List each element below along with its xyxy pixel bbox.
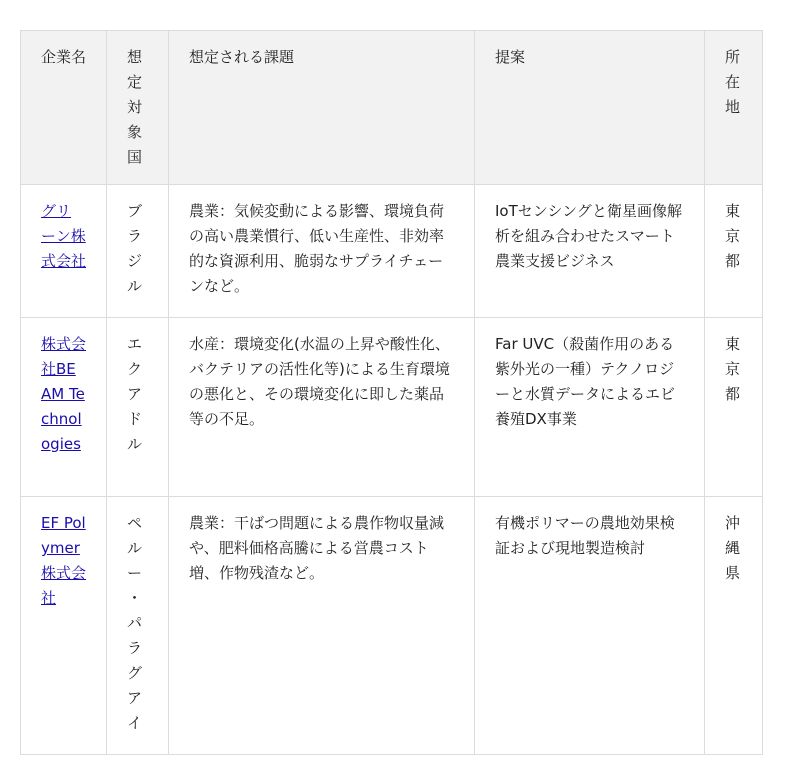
location-cell: 東京都 [705, 318, 763, 497]
table-row [21, 185, 763, 318]
issue-cell: 農業：干ばつ問題による農作物収量減や、肥料価格高騰による営農コスト増、作物残渣など。 [169, 497, 475, 755]
table-row [21, 497, 763, 755]
proposal-cell: IoTセンシングと衛星画像解析を組み合わせたスマート農業支援ビジネス [475, 185, 705, 318]
location-cell: 沖縄県 [705, 497, 763, 755]
company-link[interactable]: EF Polymer株式会社 [41, 514, 87, 607]
proposal-cell: Far UVC（殺菌作用のある紫外光の一種）テクノロジーと水質データによるエビ養殖DX事業 [475, 318, 705, 497]
company-cell [21, 497, 107, 755]
country-cell: エクアドル [107, 318, 169, 497]
company-link[interactable]: 株式会社BEAM Technologies [41, 335, 87, 453]
issue-cell: 水産：環境変化(水温の上昇や酸性化、バクテリアの活性化等)による生育環境の悪化と、その環境変化に即した薬品等の不足。 [169, 318, 475, 497]
company-cell [21, 185, 107, 318]
header-country: 想定対象国 [107, 31, 169, 185]
header-issue: 想定される課題 [169, 31, 475, 185]
header-proposal: 提案 [475, 31, 705, 185]
company-table [20, 30, 763, 755]
proposal-cell: 有機ポリマーの農地効果検証および現地製造検討 [475, 497, 705, 755]
table-header [21, 31, 763, 185]
company-cell [21, 318, 107, 497]
header-row [21, 31, 763, 185]
table-row [21, 318, 763, 497]
location-cell: 東京都 [705, 185, 763, 318]
country-cell: ペルー・パラグアイ [107, 497, 169, 755]
table-body [21, 185, 763, 755]
issue-cell: 農業：気候変動による影響、環境負荷の高い農業慣行、低い生産性、非効率的な資源利用、脆弱なサプライチェーンなど。 [169, 185, 475, 318]
header-location: 所在地 [705, 31, 763, 185]
company-link[interactable]: グリーン株式会社 [41, 202, 87, 270]
country-cell: ブラジル [107, 185, 169, 318]
header-company: 企業名 [21, 31, 107, 185]
